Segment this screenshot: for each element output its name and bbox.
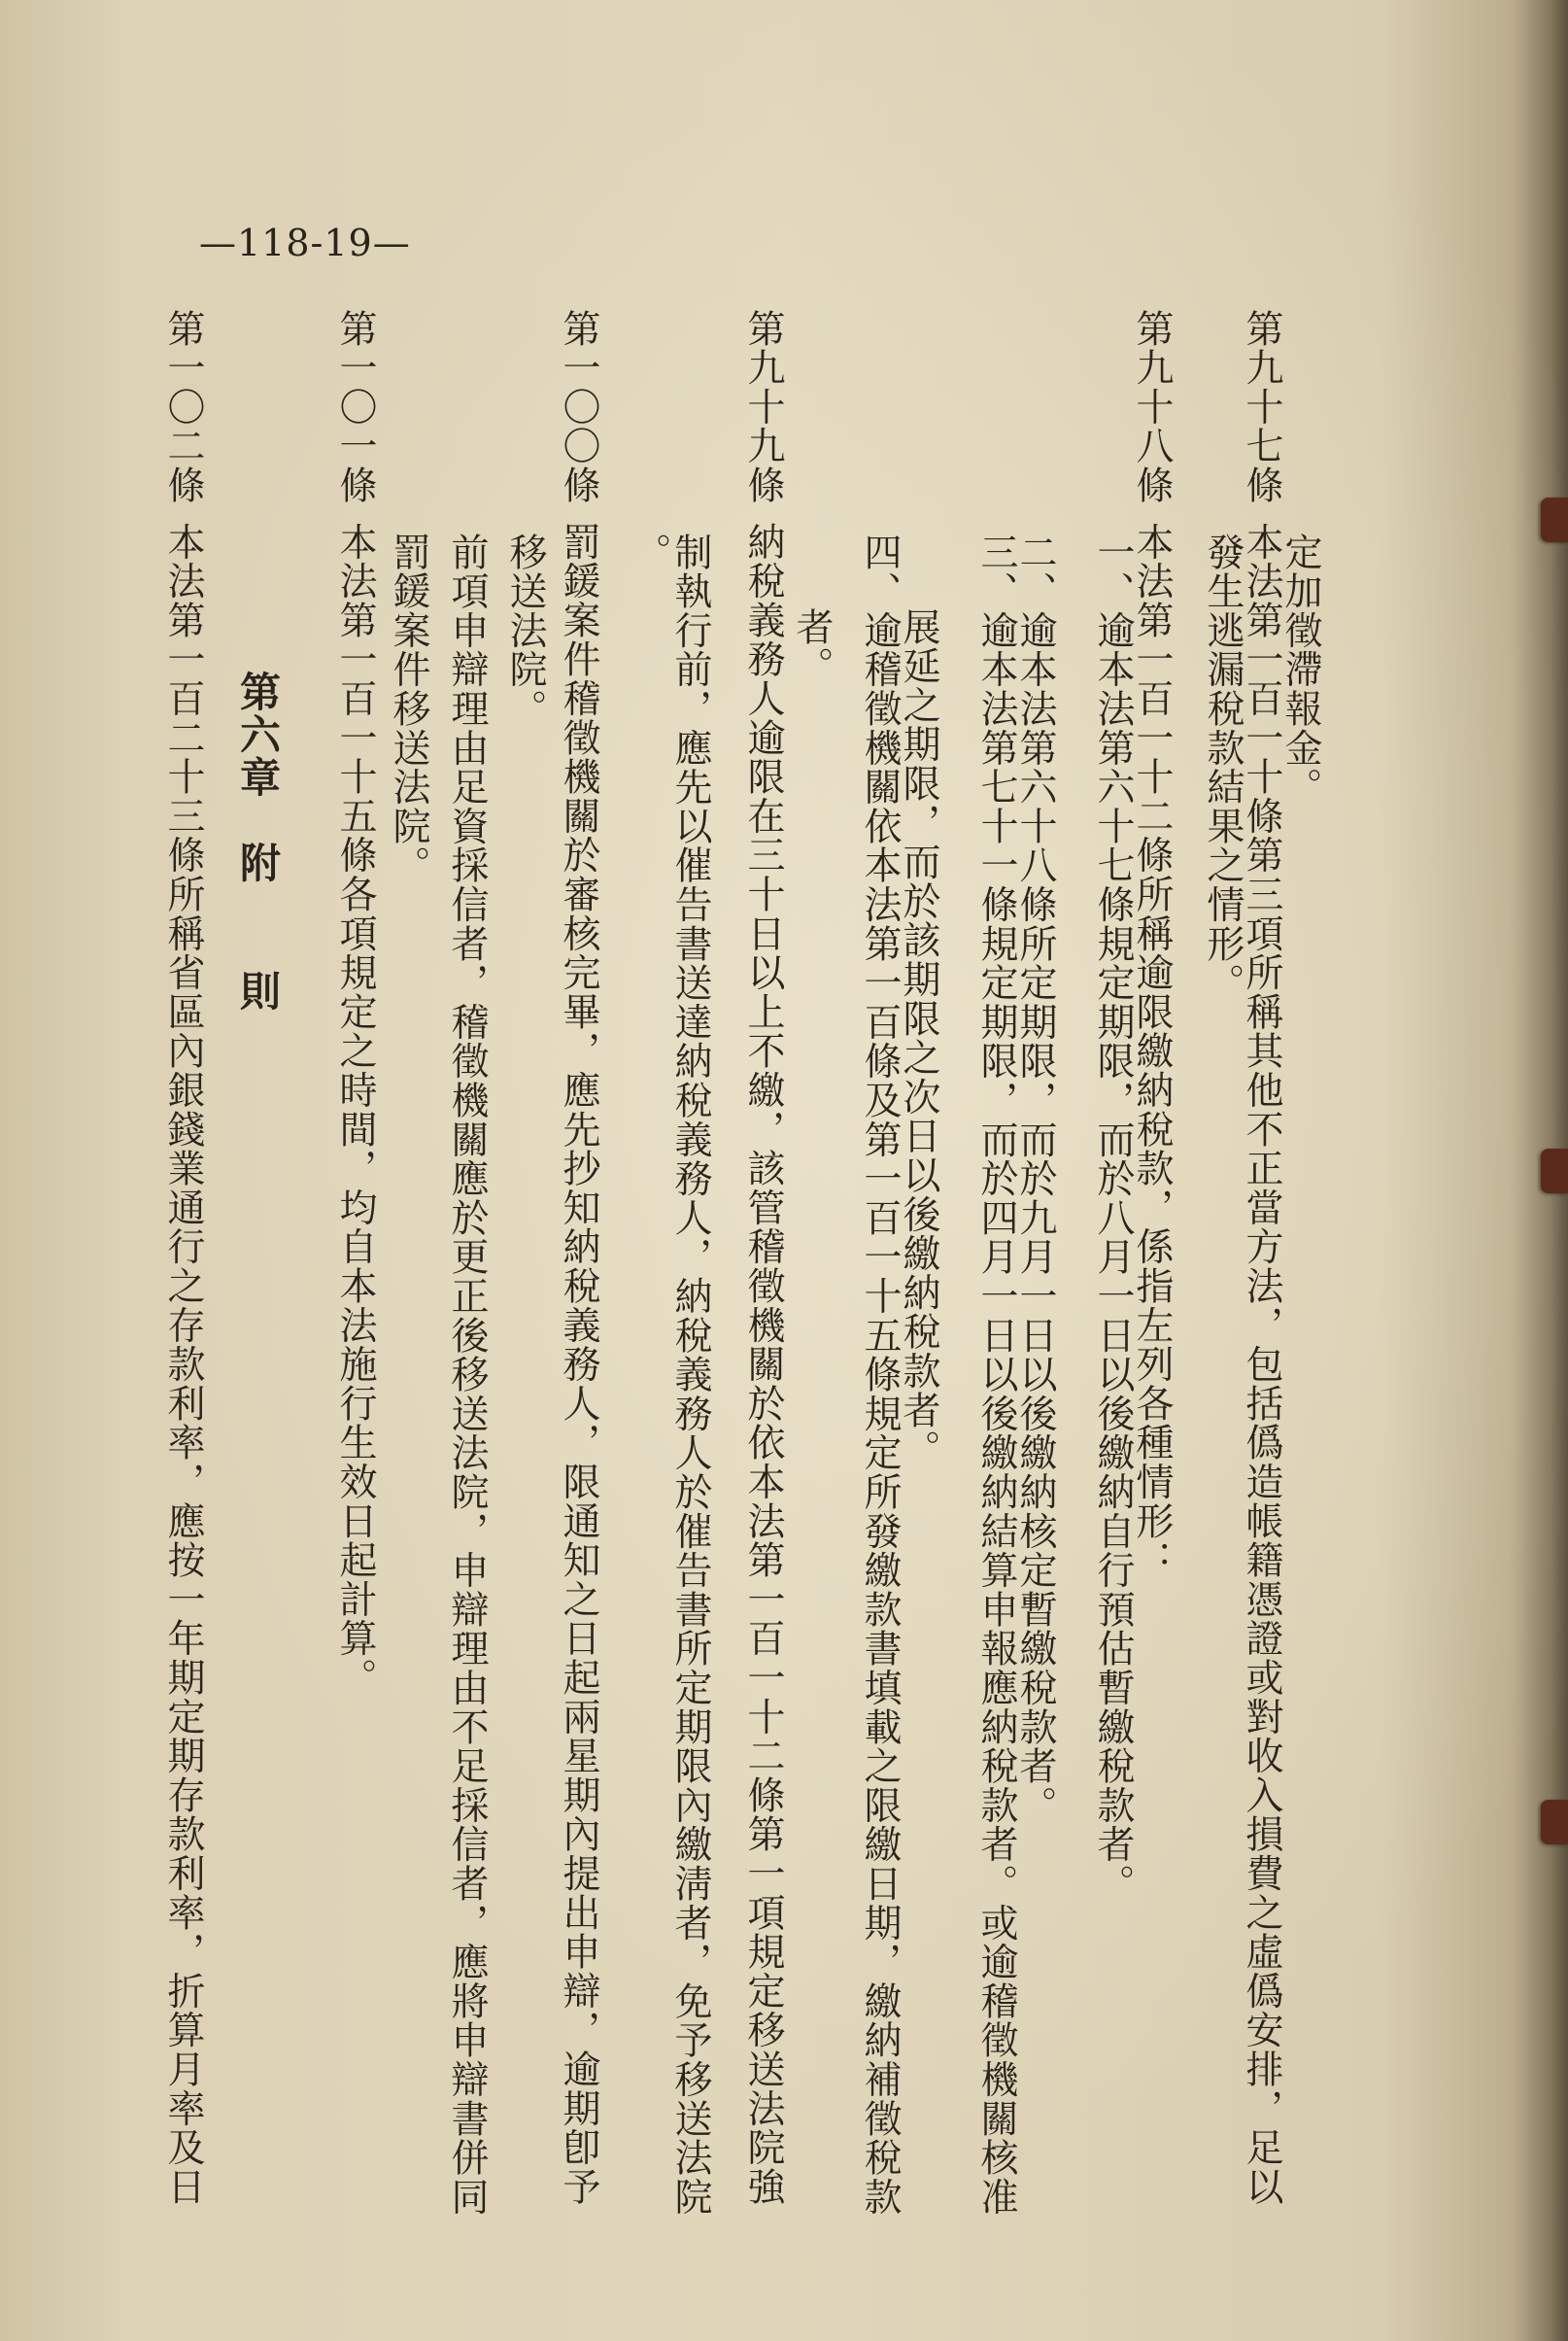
list-item-1: 一、逾本法第六十七條規定期限，而於八月一日以後繳納自行預估暫繳稅款者。 [1091, 533, 1135, 1904]
article-99-column [741, 309, 785, 2207]
article-text: 本法第一百一十五條各項規定之時間，均自本法施行生效日起計算。 [333, 522, 377, 1698]
article-101-column [333, 309, 377, 1698]
binding-tab [1541, 1149, 1568, 1193]
article-label: 第一〇〇條 [557, 309, 600, 505]
text-column: 移送法院。 [503, 533, 547, 729]
article-label: 第九十九條 [741, 309, 785, 505]
article-text: 本法第一百一十二條所稱逾限繳納稅款，係指左列各種情形： [1130, 522, 1174, 1580]
article-102-column [161, 309, 205, 2207]
text-column: 。 [628, 533, 671, 572]
list-item-4-continuation: 者。 [790, 607, 834, 686]
binding-tab [1541, 1800, 1568, 1844]
article-text: 本法第一百二十三條所稱省區內銀錢業通行之存款利率，應按一年期定期存款利率，折算月率及日 [161, 522, 205, 2207]
binding-tab [1541, 498, 1568, 542]
article-text: 罰鍰案件稽徵機關於審核完畢，應先抄知納稅義務人，限通知之日起兩星期內提出申辯，逾期卽予 [557, 522, 600, 2207]
article-97-column [1240, 309, 1283, 2207]
page-number: —118-19— [199, 222, 411, 264]
list-item-2: 二、逾本法第六十八條所定期限，而於九月一日以後繳納核定暫繳稅款者。 [1013, 533, 1057, 1825]
article-98-column [1130, 309, 1174, 1580]
text-column: 制執行前，應先以催告書送達納稅義務人，納稅義務人於催告書所定期限內繳淸者，免予移送法院 [668, 533, 712, 2217]
article-label: 第一〇一條 [333, 309, 377, 505]
text-column: 發生逃漏稅款結果之情形。 [1201, 533, 1244, 1003]
text-column: 前項申辯理由足資採信者，稽徵機關應於更正後移送法院，申辯理由不足採信者，應將申辯書併同 [445, 533, 489, 2217]
list-item-4: 四、逾稽徵機關依本法第一百條及第一百一十五條規定所發繳款書填載之限繳日期，繳納補徵稅款 [858, 533, 902, 2217]
text-column: 定加徵滯報金。 [1278, 533, 1322, 808]
text-column: 罰鍰案件移送法院。 [387, 533, 430, 885]
article-text: 本法第一百一十條第三項所稱其他不正當方法，包括僞造帳籍憑證或對收入損費之虛僞安排，足以 [1240, 522, 1283, 2207]
article-text: 納稅義務人逾限在三十日以上不繳，該管稽徵機關於依本法第一百一十二條第一項規定移送法院強 [741, 522, 785, 2207]
article-label: 第一〇二條 [161, 309, 205, 505]
article-100-column [557, 309, 600, 2207]
article-label: 第九十八條 [1130, 309, 1174, 505]
chapter-heading: 第六章 附 則 [234, 671, 282, 1013]
list-item-3-continuation: 展延之期限，而於該期限之次日以後繳納稅款者。 [897, 607, 940, 1469]
article-label: 第九十七條 [1240, 309, 1283, 505]
list-item-3: 三、逾本法第七十一條規定期限，而於四月一日以後繳納結算申報應納稅款者。或逾稽徵機關核准 [974, 533, 1018, 2217]
